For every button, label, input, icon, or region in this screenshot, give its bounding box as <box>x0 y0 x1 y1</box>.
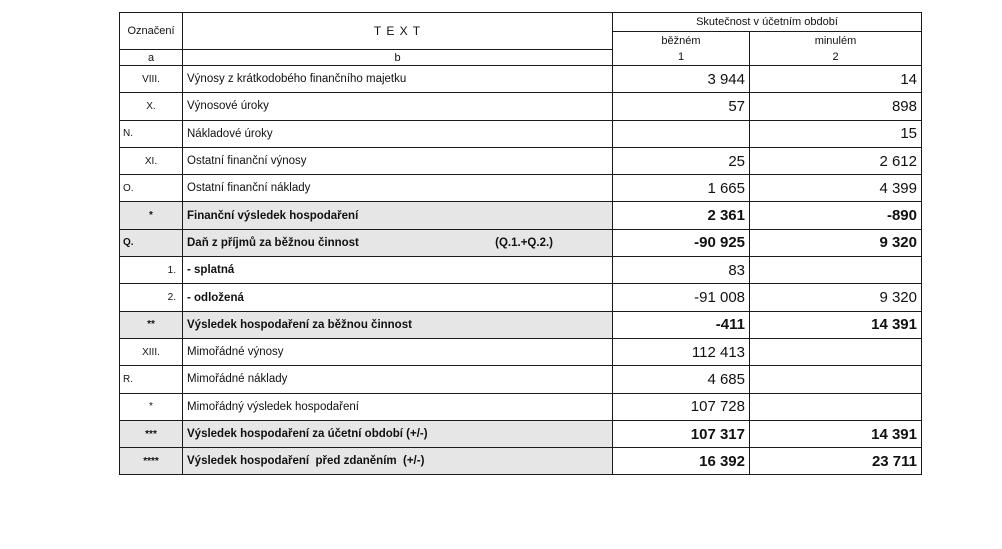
header-previous-sub: 2 <box>750 50 922 66</box>
table-row <box>120 338 922 365</box>
table-row-subtotal <box>120 202 922 229</box>
row-current: 25 <box>613 147 750 174</box>
row-code: **** <box>120 448 183 475</box>
table-row-subtotal <box>120 229 922 256</box>
row-current: 1 665 <box>613 175 750 202</box>
row-previous <box>750 257 922 284</box>
table-row-subtotal <box>120 311 922 338</box>
row-previous <box>750 393 922 420</box>
row-code: X. <box>120 93 183 120</box>
row-text: - odložená <box>183 284 613 311</box>
table-row <box>120 366 922 393</box>
table-row <box>120 120 922 147</box>
row-text: Nákladové úroky <box>183 120 613 147</box>
row-current: 112 413 <box>613 338 750 365</box>
row-previous: 15 <box>750 120 922 147</box>
row-current: -90 925 <box>613 229 750 256</box>
row-text: Mimořádné náklady <box>183 366 613 393</box>
row-previous: 14 <box>750 66 922 93</box>
row-code: * <box>120 202 183 229</box>
row-code: R. <box>120 366 183 393</box>
row-code: VIII. <box>120 66 183 93</box>
header-current-sub: 1 <box>613 50 750 66</box>
row-text: Daň z příjmů za běžnou činnost <box>187 236 359 249</box>
header-code-label: Označení <box>120 13 183 50</box>
row-code: Q. <box>120 229 183 256</box>
row-code: XIII. <box>120 338 183 365</box>
table-row <box>120 257 922 284</box>
row-previous: 9 320 <box>750 284 922 311</box>
row-previous: 14 391 <box>750 420 922 447</box>
row-previous: 2 612 <box>750 147 922 174</box>
table-row <box>120 393 922 420</box>
row-text: Ostatní finanční náklady <box>183 175 613 202</box>
row-text-cell <box>183 229 613 256</box>
profit-loss-table <box>119 12 922 475</box>
row-text: Ostatní finanční výnosy <box>183 147 613 174</box>
row-text: Výsledek hospodaření za účetní období (+/-) <box>183 420 613 447</box>
table-row <box>120 175 922 202</box>
row-current: 83 <box>613 257 750 284</box>
table-row-subtotal <box>120 420 922 447</box>
row-current <box>613 120 750 147</box>
header-text-sub: b <box>183 50 613 66</box>
row-text: Výsledek hospodaření před zdaněním (+/-) <box>183 448 613 475</box>
row-previous <box>750 366 922 393</box>
row-previous: 9 320 <box>750 229 922 256</box>
row-previous: -890 <box>750 202 922 229</box>
row-previous <box>750 338 922 365</box>
table-row <box>120 147 922 174</box>
row-previous: 23 711 <box>750 448 922 475</box>
row-text: Mimořádný výsledek hospodaření <box>183 393 613 420</box>
row-text: Výnosové úroky <box>183 93 613 120</box>
row-current: 107 317 <box>613 420 750 447</box>
header-previous-label: minulém <box>750 31 922 50</box>
row-code: XI. <box>120 147 183 174</box>
row-current: 16 392 <box>613 448 750 475</box>
row-current: 2 361 <box>613 202 750 229</box>
table-row <box>120 284 922 311</box>
row-current: -91 008 <box>613 284 750 311</box>
header-current-label: běžném <box>613 31 750 50</box>
row-reference: (Q.1.+Q.2.) <box>495 236 553 249</box>
table-row <box>120 66 922 93</box>
row-current: 3 944 <box>613 66 750 93</box>
row-previous: 14 391 <box>750 311 922 338</box>
row-code: N. <box>120 120 183 147</box>
row-code: O. <box>120 175 183 202</box>
table-row-total <box>120 448 922 475</box>
row-previous: 4 399 <box>750 175 922 202</box>
row-text: Výnosy z krátkodobého finančního majetku <box>183 66 613 93</box>
row-code: * <box>120 393 183 420</box>
row-text: Mimořádné výnosy <box>183 338 613 365</box>
row-current: 4 685 <box>613 366 750 393</box>
header-text-label: T E X T <box>183 13 613 50</box>
row-text: Finanční výsledek hospodaření <box>183 202 613 229</box>
row-code: 2. <box>120 284 183 311</box>
row-previous: 898 <box>750 93 922 120</box>
header-code-sub: a <box>120 50 183 66</box>
row-text: Výsledek hospodaření za běžnou činnost <box>183 311 613 338</box>
row-code: ** <box>120 311 183 338</box>
row-code: *** <box>120 420 183 447</box>
row-current: -411 <box>613 311 750 338</box>
row-current: 57 <box>613 93 750 120</box>
header-period-label: Skutečnost v účetním období <box>613 13 922 32</box>
table-row <box>120 93 922 120</box>
row-text: - splatná <box>183 257 613 284</box>
row-code: 1. <box>120 257 183 284</box>
row-current: 107 728 <box>613 393 750 420</box>
